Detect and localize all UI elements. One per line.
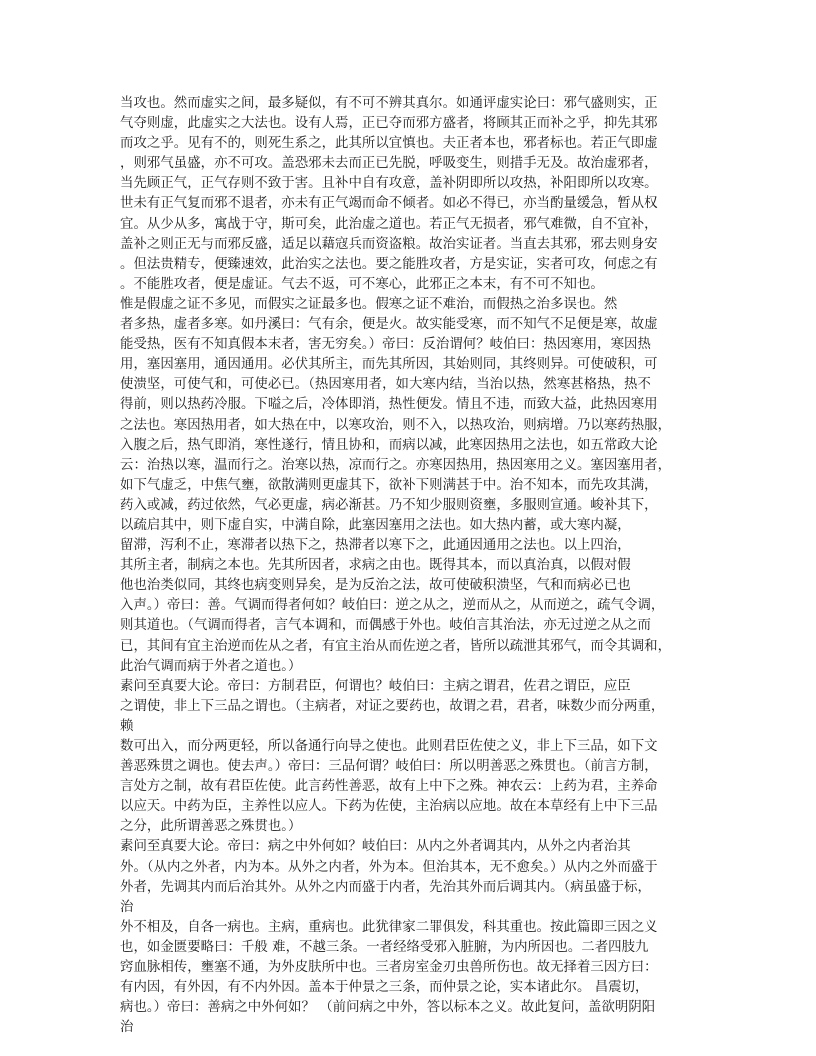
text-line: 病也。）帝曰：善病之中外何如？ （前问病之中外，答以标本之义。故此复问，盖欲明阴阳 — [120, 1000, 656, 1016]
text-line: 。不能胜攻者，便是虚证。气去不返，可不寒心，此邪正之本末，有不可不知也。 — [120, 276, 604, 292]
text-line: 云：治热以寒，温而行之。治寒以热，凉而行之。亦寒因热用，热因寒用之义。塞因塞用者， — [120, 457, 672, 473]
text-line: 之法也。寒因热用者，如大热在中，以寒攻治，则不入，以热攻治，则病增。乃以寒药热服， — [120, 417, 672, 433]
text-line: 以疏启其中，则下虚自实，中满自除，此塞因塞用之法也。如大热内蓄，或大寒内凝， — [120, 517, 631, 533]
text-line: 外者，先调其内而后治其外。从外之内而盛于内者，先治其外而后调其内。（病虽盛于标， — [120, 879, 651, 895]
text-line: 数可出入，而分两更轻，所以备通行向导之使也。此则君臣佐使之义，非上下三品，如下文 — [120, 739, 658, 754]
text-line: 言处方之制，故有君臣佐使。此言药性善恶，故有上中下之殊。神农云：上药为君，主养命 — [120, 779, 658, 795]
text-line: 用，塞因塞用，通因通用。必伏其所主，而先其所因，其始则同，其终则异。可使破积，可 — [120, 357, 658, 373]
text-line: 得前，则以热药冷服。下嗌之后，冷体即消，热性便发。情且不违，而致大益，此热因寒用 — [120, 397, 658, 413]
text-line: 善恶殊贯之调也。使去声。）帝曰：三品何谓？岐伯曰：所以明善恶之殊贯也。（前言方制， — [120, 759, 658, 775]
text-line: 他也治类似同，其终也病变则异矣，是为反治之法，故可使破积溃坚，气和而病必已也 — [120, 578, 631, 594]
text-line: 而攻之乎。见有不的，则死生系之，此其所以宜慎也。夫正者本也，邪者标也。若正气即虚 — [120, 136, 658, 152]
text-line: 素问至真要大论。帝曰：方制君臣，何谓也？岐伯曰：主病之谓君，佐君之谓臣，应臣 — [120, 678, 631, 694]
text-line: 此治气调而病于外者之道也。） — [120, 658, 302, 674]
text-line: 以应天。中药为臣，主养性以应人。下药为佐使，主治病以应地。故在本草经有上中下三品 — [120, 799, 658, 815]
text-line: 素问至真要大论。帝曰：病之中外何如？岐伯曰：从内之外者调其内，从外之内者治其 — [120, 839, 631, 855]
text-line: 已，其间有宜主治逆而佐从之者，有宜主治从而佐逆之者，皆所以疏泄其邪气，而令其调和， — [120, 638, 672, 654]
text-line: 当先顾正气，正气存则不致于害。且补中自有攻意，盖补阴即所以攻热，补阳即所以攻寒。 — [120, 176, 658, 192]
text-line: 赖 — [120, 718, 134, 734]
text-line: ，则邪气虽盛，亦不可攻。盖恐邪未去而正已先脱，呼吸变生，则措手无及。故治虚邪者， — [120, 156, 658, 172]
text-line: 之谓使，非上下三品之谓也。（主病者，对证之要药也，故谓之君，君者，味数少而分两重， — [120, 698, 665, 714]
text-line: 有内因，有外因，有不内外因。盖本于仲景之三条，而仲景之论，实本诸此尔。 昌震切， — [120, 980, 649, 996]
text-line: 治 — [120, 899, 134, 915]
text-line: 能受热，医有不知真假本末者，害无穷矣。）帝曰：反治谓何？岐伯曰：热因寒用，寒因热 — [120, 337, 651, 353]
text-line: 使溃坚，可使气和，可使必已。（热因寒用者，如大寒内结，当治以热，然寒甚格热，热不 — [120, 377, 651, 393]
text-line: 者多热，虚者多寒。如丹溪曰：气有余，便是火。故实能受寒，而不知气不足便是寒，故虚 — [120, 317, 658, 333]
text-line: 世未有正气复而邪不退者，亦未有正气竭而命不倾者。如必不得已，亦当酌量缓急，暂从权 — [120, 196, 658, 212]
text-line: 治 — [120, 1020, 134, 1036]
text-line: 入声。）帝曰：善。气调而得者何如？岐伯曰：逆之从之，逆而从之，从而逆之，疏气令调， — [120, 598, 665, 614]
document-page — [120, 94, 698, 1038]
text-line: 入腹之后，热气即消，寒性遂行，情且协和，而病以减，此寒因热用之法也，如五常政大论 — [120, 437, 658, 453]
text-line: 当攻也。然而虚实之间，最多疑似，有不可不辨其真尔。如通评虚实论曰：邪气盛则实，正 — [120, 96, 658, 111]
text-line: 留滞，泻利不止，寒滞者以热下之，热滞者以寒下之，此通因通用之法也。以上四治， — [120, 538, 631, 554]
text-line: 其所主者，制病之本也。先其所因者，求病之由也。既得其本，而以真治真，以假对假 — [120, 558, 631, 574]
text-line: 外不相及，自各一病也。主病，重病也。此犹律家二罪俱发，科其重也。按此篇即三因之义 — [120, 919, 658, 935]
text-line: 则其道也。（气调而得者，言气本调和，而偶感于外也。岐伯言其治法，亦无过逆之从之而 — [120, 618, 651, 634]
text-line: 盖补之则正无与而邪反盛，适足以藉寇兵而资盗粮。故治实证者。当直去其邪，邪去则身安 — [120, 236, 658, 252]
text-line: 外。（从内之外者，内为本。从外之内者，外为本。但治其本，无不愈矣。）从内之外而盛于 — [120, 859, 658, 875]
text-line: 。但法贵精专，便臻速效，此治实之法也。要之能胜攻者，方是实证，实者可攻，何虑之有 — [120, 256, 658, 272]
text-line: 也，如金匮要略曰：千般 难，不越三条。一者经络受邪入脏腑，为内所因也。二者四肢九 — [120, 939, 649, 955]
text-line: 药入或减，药过依然，气必更虚，病必渐甚。乃不知少服则资壅，多服则宣通。峻补其下， — [120, 497, 658, 513]
text-line: 如下气虚乏，中焦气壅，欲散满则更虚其下，欲补下则满甚于中。治不知本，而先攻其满， — [120, 477, 658, 493]
text-line: 之分，此所谓善恶之殊贯也。） — [120, 819, 302, 835]
text-line: 惟是假虚之证不多见，而假实之证最多也。假寒之证不难治，而假热之治多误也。然 — [120, 296, 618, 312]
text-line: 宜。从少从多，寓战于守，斯可矣，此治虚之道也。若正气无损者，邪气难微，自不宜补， — [120, 216, 658, 232]
text-line: 窍血脉相传，壅塞不通，为外皮肤所中也。三者房室金刃虫兽所伤也。故无择着三因方曰： — [120, 960, 658, 976]
text-line: 气夺则虚，此虚实之大法也。设有人焉，正已夺而邪方盛者，将顾其正而补之乎，抑先其邪 — [120, 116, 658, 132]
